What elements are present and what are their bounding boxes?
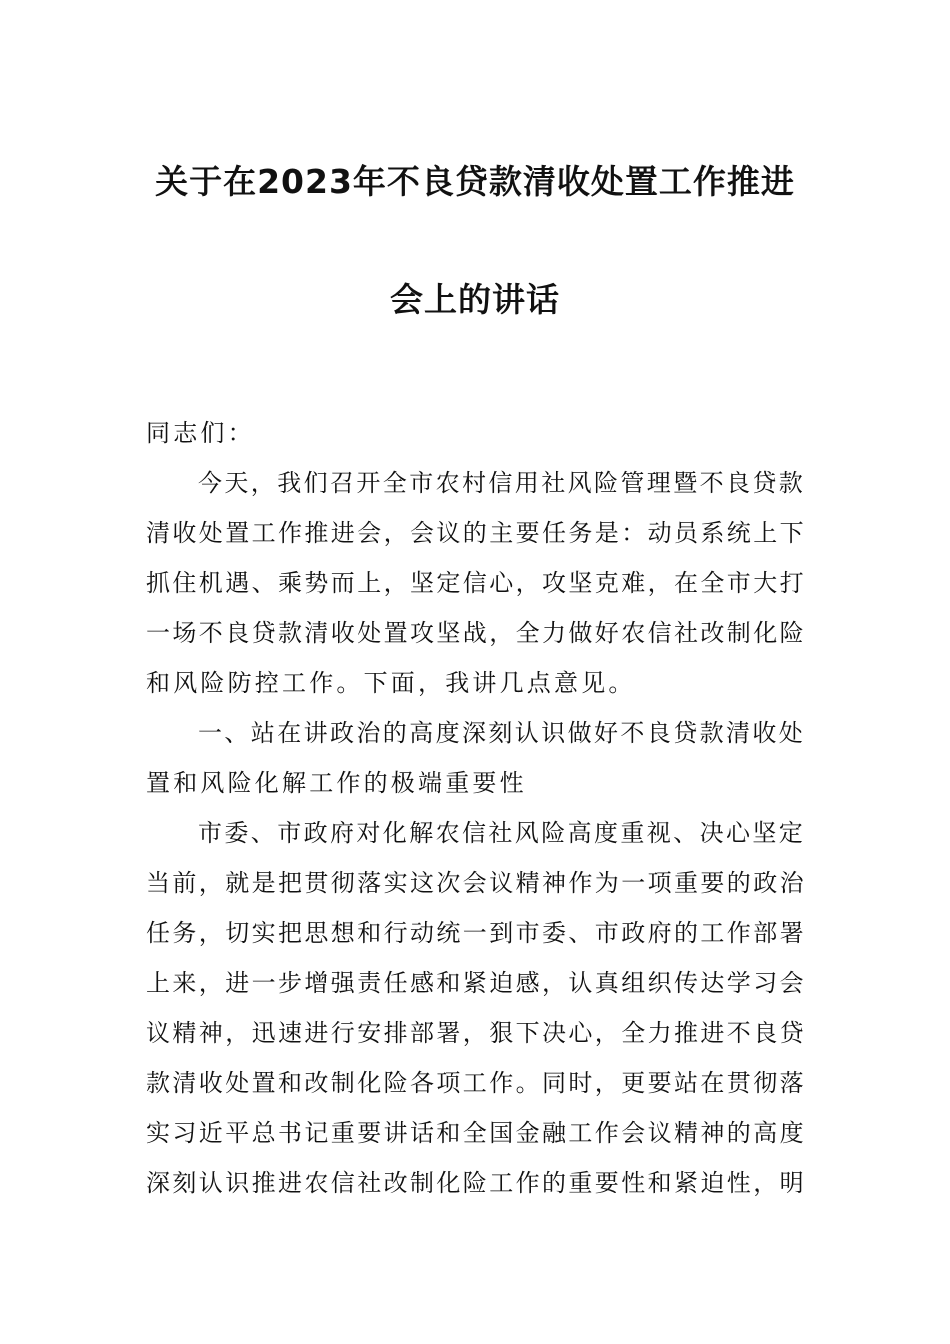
- paragraph-line: 议精神，迅速进行安排部署，狠下决心，全力推进不良贷: [146, 1019, 806, 1047]
- paragraph-line: 和风险防控工作。下面，我讲几点意见。: [146, 669, 636, 697]
- paragraph-line: 任务，切实把思想和行动统一到市委、市政府的工作部署: [146, 919, 806, 947]
- salutation: 同志们：: [146, 419, 255, 447]
- document-title-line-1: 关于在2023年不良贷款清收处置工作推进: [155, 162, 795, 201]
- paragraph-line: 当前，就是把贯彻落实这次会议精神作为一项重要的政治: [146, 869, 806, 897]
- paragraph-line: 深刻认识推进农信社改制化险工作的重要性和紧迫性，明: [146, 1169, 806, 1197]
- paragraph-2: [146, 808, 808, 1208]
- section-heading-1: [146, 708, 808, 808]
- paragraph-line: 市委、市政府对化解农信社风险高度重视、决心坚定: [198, 819, 806, 847]
- paragraph-line: 实习近平总书记重要讲话和全国金融工作会议精神的高度: [146, 1119, 806, 1147]
- paragraph-line: 一场不良贷款清收处置攻坚战，全力做好农信社改制化险: [146, 619, 806, 647]
- paragraph-line: 清收处置工作推进会，会议的主要任务是：动员系统上下: [146, 519, 806, 547]
- paragraph-line: 今天，我们召开全市农村信用社风险管理暨不良贷款: [198, 469, 806, 497]
- paragraph-1: [146, 458, 808, 708]
- section-heading-line: 置和风险化解工作的极端重要性: [146, 769, 527, 797]
- section-heading-line: 一、站在讲政治的高度深刻认识做好不良贷款清收处: [198, 719, 806, 747]
- document-title-line-2: 会上的讲话: [390, 280, 560, 319]
- paragraph-line: 抓住机遇、乘势而上，坚定信心，攻坚克难，在全市大打: [146, 569, 806, 597]
- paragraph-line: 上来，进一步增强责任感和紧迫感，认真组织传达学习会: [146, 969, 806, 997]
- paragraph-line: 款清收处置和改制化险各项工作。同时，更要站在贯彻落: [146, 1069, 806, 1097]
